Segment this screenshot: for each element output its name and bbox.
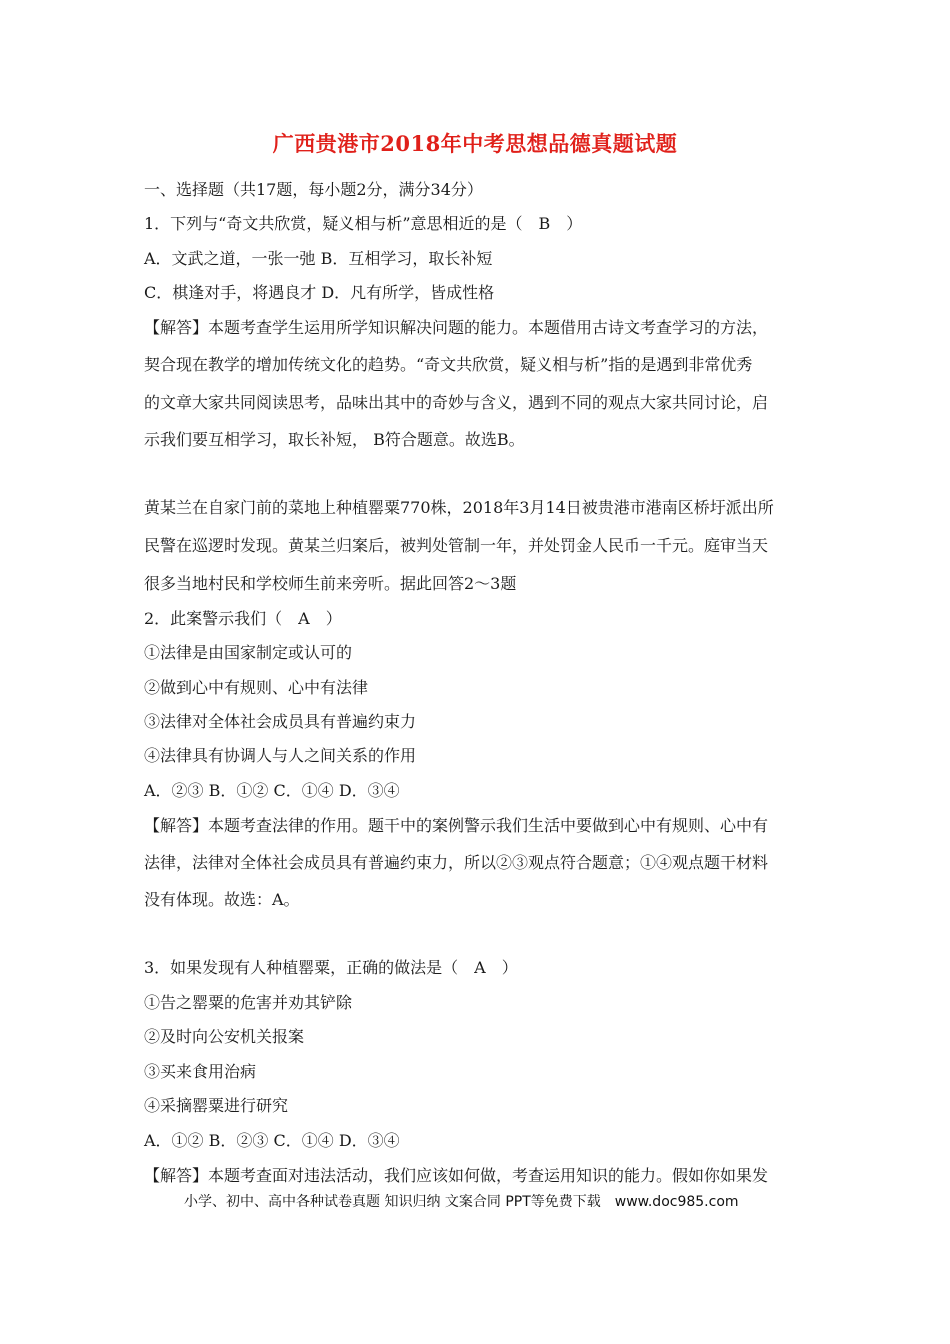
question-3-stem: 3．如果发现有人种植罂粟，正确的做法是（ A ） xyxy=(144,958,518,977)
question-2-option: ①法律是由国家制定或认可的 xyxy=(144,643,353,662)
page-footer: 小学、初中、高中各种试卷真题 知识归纳 文案合同 PPT等免费下载 www.doc985.com xyxy=(184,1194,739,1210)
question-1-answer-line: 的文章大家共同阅读思考，品味出其中的奇妙与含义，遇到不同的观点大家共同讨论，启 xyxy=(144,393,769,412)
question-2-stem: 2．此案警示我们（ A ） xyxy=(144,609,342,628)
question-2-answer-line: 【解答】本题考查法律的作用。题干中的案例警示我们生活中要做到心中有规则、心中有 xyxy=(144,816,769,835)
material-paragraph-line: 很多当地村民和学校师生前来旁听。据此回答2～3题 xyxy=(144,574,517,593)
question-1-stem: 1．下列与“奇文共欣赏，疑义相与析”意思相近的是（ B ） xyxy=(144,214,583,233)
question-2-option: ④法律具有协调人与人之间关系的作用 xyxy=(144,746,417,765)
question-1-options-cd: C．棋逢对手，将遇良才 D．凡有所学，皆成性格 xyxy=(144,283,495,302)
question-2-answer-line: 法律，法律对全体社会成员具有普遍约束力，所以②③观点符合题意；①④观点题干材料 xyxy=(144,853,769,872)
question-3-answer-line: 【解答】本题考查面对违法活动，我们应该如何做，考查运用知识的能力。假如你如果发 xyxy=(144,1166,769,1185)
question-1-answer-line: 示我们要互相学习，取长补短， B符合题意。故选B。 xyxy=(144,430,525,449)
question-2-option: ②做到心中有规则、心中有法律 xyxy=(144,678,369,697)
section-heading: 一、选择题（共17题，每小题2分，满分34分） xyxy=(144,180,483,199)
question-3-option: ①告之罂粟的危害并劝其铲除 xyxy=(144,993,353,1012)
question-2-answer-line: 没有体现。故选：A。 xyxy=(144,890,300,909)
question-2-choices: A．②③ B．①② C．①④ D．③④ xyxy=(144,781,400,800)
question-1-answer-line: 【解答】本题考查学生运用所学知识解决问题的能力。本题借用古诗文考查学习的方法， xyxy=(144,318,769,337)
page-title: 广西贵港市2018年中考思想品德真题试题 xyxy=(272,131,678,156)
question-3-option: ④采摘罂粟进行研究 xyxy=(144,1096,289,1115)
question-3-choices: A．①② B．②③ C．①④ D．③④ xyxy=(144,1131,400,1150)
question-1-answer-line: 契合现在教学的增加传统文化的趋势。“奇文共欣赏，疑义相与析”指的是遇到非常优秀 xyxy=(144,355,753,374)
question-3-option: ②及时向公安机关报案 xyxy=(144,1027,305,1046)
material-paragraph-line: 民警在巡逻时发现。黄某兰归案后，被判处管制一年，并处罚金人民币一千元。庭审当天 xyxy=(144,536,769,555)
material-paragraph-line: 黄某兰在自家门前的菜地上种植罂粟770株，2018年3月14日被贵港市港南区桥圩派出所 xyxy=(144,498,774,517)
question-2-option: ③法律对全体社会成员具有普遍约束力 xyxy=(144,712,417,731)
question-3-option: ③买来食用治病 xyxy=(144,1062,257,1081)
question-1-options-ab: A．文武之道，一张一弛 B．互相学习，取长补短 xyxy=(144,249,493,268)
